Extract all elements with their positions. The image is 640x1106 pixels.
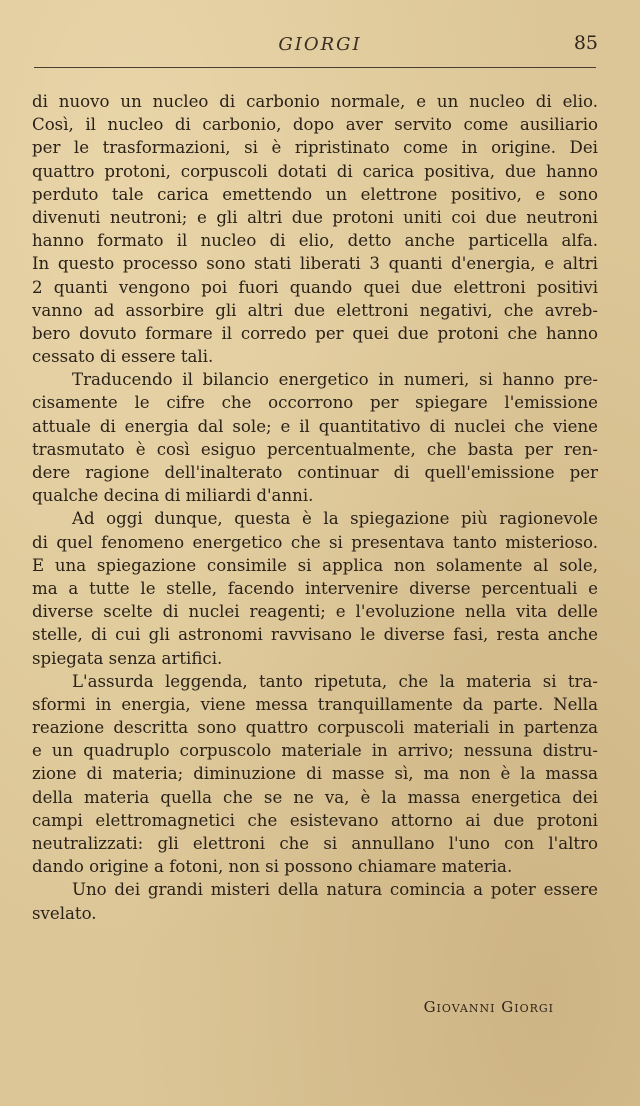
page-header xyxy=(0,30,640,60)
text-line: quattro protoni, corpuscoli dotati di carica positiva, due hanno xyxy=(32,161,598,181)
text-line: L'assurda leggenda, tanto ripetuta, che la materia si tra- xyxy=(72,671,598,691)
text-line: attuale di energia dal sole; e il quantitativo di nuclei che viene xyxy=(32,416,598,436)
text-line: trasmutato è così esiguo percentualmente, che basta per ren- xyxy=(32,439,598,459)
text-line: qualche decina di miliardi d'anni. xyxy=(32,486,314,506)
text-line: divenuti neutroni; e gli altri due protoni uniti coi due neutroni xyxy=(32,207,598,227)
text-line: reazione descritta sono quattro corpuscoli materiali in partenza xyxy=(32,718,598,738)
page-number: 85 xyxy=(573,32,598,54)
text-line: svelato. xyxy=(32,903,97,923)
text-line: Ad oggi dunque, questa è la spiegazione più ragionevole xyxy=(72,509,598,529)
text-line: dere ragione dell'inalterato continuar di quell'emissione per xyxy=(32,463,598,482)
text-line: Così, il nucleo di carbonio, dopo aver servito come ausiliario xyxy=(32,115,598,135)
text-line: In questo processo sono stati liberati 3 quanti d'energia, e altri xyxy=(32,254,598,274)
text-line: di quel fenomeno energetico che si presentava tanto misterioso. xyxy=(32,532,598,552)
text-line: Traducendo il bilancio energetico in numeri, si hanno pre- xyxy=(72,370,598,390)
text-line: 2 quanti vengono poi fuori quando quei due elettroni positivi xyxy=(32,277,598,297)
text-line: e un quadruplo corpuscolo materiale in arrivo; nessuna distru- xyxy=(32,741,598,761)
text-line: Uno dei grandi misteri della natura comincia a poter essere xyxy=(72,880,598,900)
text-line: cisamente le cifre che occorrono per spiegare l'emissione xyxy=(32,393,598,413)
text-line: dando origine a fotoni, non si possono chiamare materia. xyxy=(32,857,513,877)
text-line: sformi in energia, viene messa tranquillamente da parte. Nella xyxy=(32,694,598,714)
text-line: spiegata senza artifici. xyxy=(32,648,223,668)
text-line: hanno formato il nucleo di elio, detto anche particella alfa. xyxy=(32,231,598,251)
text-line: E una spiegazione consimile si applica non solamente al sole, xyxy=(32,555,598,575)
text-line: ma a tutte le stelle, facendo intervenire diverse percentuali e xyxy=(32,578,598,598)
running-title: GIORGI xyxy=(278,34,362,55)
text-line: della materia quella che se ne va, è la massa energetica dei xyxy=(32,787,598,807)
text-line: cessato di essere tali. xyxy=(32,347,214,367)
text-line: per le trasformazioni, si è ripristinato come in origine. Dei xyxy=(32,138,598,158)
text-line: neutralizzati: gli elettroni che si annullano l'uno con l'altro xyxy=(32,834,598,853)
body-text xyxy=(32,90,598,925)
author-signature: Giovanni Giorgi xyxy=(423,998,554,1016)
text-line: campi elettromagnetici che esistevano attorno ai due protoni xyxy=(32,810,598,830)
text-line: di nuovo un nucleo di carbonio normale, e un nucleo di elio. xyxy=(32,92,598,111)
header-rule xyxy=(34,67,596,68)
text-line: diverse scelte di nuclei reagenti; e l'evoluzione nella vita delle xyxy=(32,602,598,622)
text-line: vanno ad assorbire gli altri due elettroni negativi, che avreb- xyxy=(32,300,598,320)
text-line: stelle, di cui gli astronomi ravvisano le diverse fasi, resta anche xyxy=(32,625,598,645)
text-line: zione di materia; diminuzione di masse sì, ma non è la massa xyxy=(32,764,598,784)
text-line: perduto tale carica emettendo un elettrone positivo, e sono xyxy=(32,184,598,204)
text-line: bero dovuto formare il corredo per quei due protoni che hanno xyxy=(32,323,598,343)
